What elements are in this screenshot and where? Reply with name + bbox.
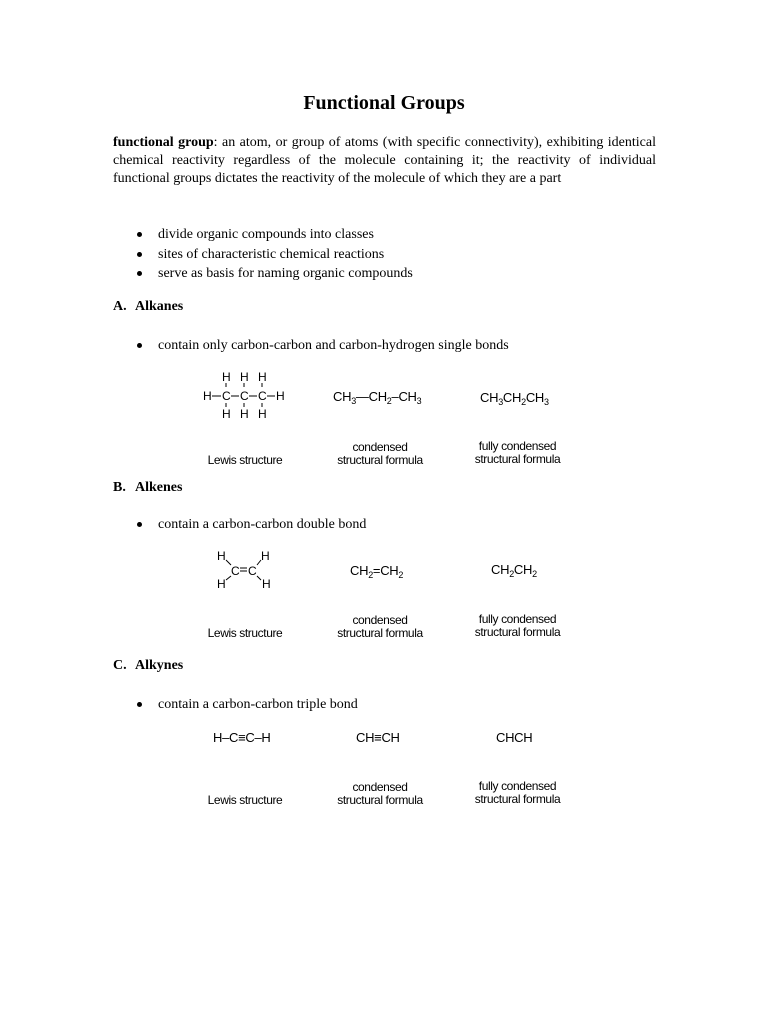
alkyne-condensed-formula: CH≡CH [356,730,400,745]
caption-lewis-structure: Lewis structure [207,453,283,467]
alkene-condensed-formula: $CH_2=CH_2$ [350,563,404,580]
section-heading-alkanes: A. Alkanes [113,299,184,314]
definition-paragraph [113,134,656,188]
atom-h: H [222,407,231,421]
caption-fully-condensed: fully condensed structural formula [474,439,561,466]
atom-c: C [248,564,257,578]
caption-condensed: condensed structural formula [337,780,423,807]
atom-h: H [258,407,267,421]
alkene-lewis-structure [210,547,282,591]
alkanes-bullet-list [135,336,509,356]
list-item: divide organic compounds into classes [135,225,413,245]
alkene-fully-condensed-formula: $CH_2CH_2$ [491,562,537,579]
alkane-fully-condensed-formula: $CH_3CH_2CH_3$ [480,390,549,407]
caption-fully-condensed: fully condensed structural formula [474,779,561,806]
alkynes-bullet-list [135,695,358,715]
caption-condensed: condensed structural formula [337,613,423,640]
page-title: Functional Groups [303,92,465,114]
caption-condensed: condensed structural formula [337,440,423,467]
atom-h: H [261,549,270,563]
section-heading-alkenes: B. Alkenes [113,480,183,495]
definition-text: : an atom, or group of atoms (with specific connectivity), exhibiting identical chemical reactivity regardless of the molecule containing it; the reactivity of individual functional groups dictates the reactivity of the molecule of which they are a part [113,135,656,186]
atom-c: C [258,389,267,403]
atom-h: H [217,577,226,591]
atom-labels [217,549,271,591]
atom-h: H [203,389,212,403]
alkane-condensed-formula: $CH_3—CH_2-CH_3$ [333,389,422,406]
list-item: serve as basis for naming organic compounds [135,264,413,284]
atom-c: C [240,389,249,403]
section-heading-alkynes: C. Alkynes [113,658,184,673]
alkane-lewis-structure [195,366,295,422]
atom-h: H [222,370,231,384]
atom-c: C [222,389,231,403]
alkyne-fully-condensed-formula: CHCH [496,730,533,745]
alkenes-bullet-list [135,515,366,535]
atom-c: C [231,564,240,578]
list-item: contain only carbon-carbon and carbon-hydrogen single bonds [135,336,509,356]
definition-term: functional group [113,135,214,150]
caption-lewis-structure: Lewis structure [207,626,283,640]
caption-fully-condensed: fully condensed structural formula [474,612,561,639]
atom-h: H [262,577,271,591]
alkyne-lewis-structure: H–C≡C–H [213,730,271,745]
atom-h: H [276,389,285,403]
atom-h: H [258,370,267,384]
list-item: contain a carbon-carbon triple bond [135,695,358,715]
atom-h: H [217,549,226,563]
atom-h: H [240,370,249,384]
list-item: sites of characteristic chemical reactions [135,245,413,265]
caption-lewis-structure: Lewis structure [207,793,283,807]
atom-h: H [240,407,249,421]
intro-bullet-list [135,225,413,284]
list-item: contain a carbon-carbon double bond [135,515,366,535]
